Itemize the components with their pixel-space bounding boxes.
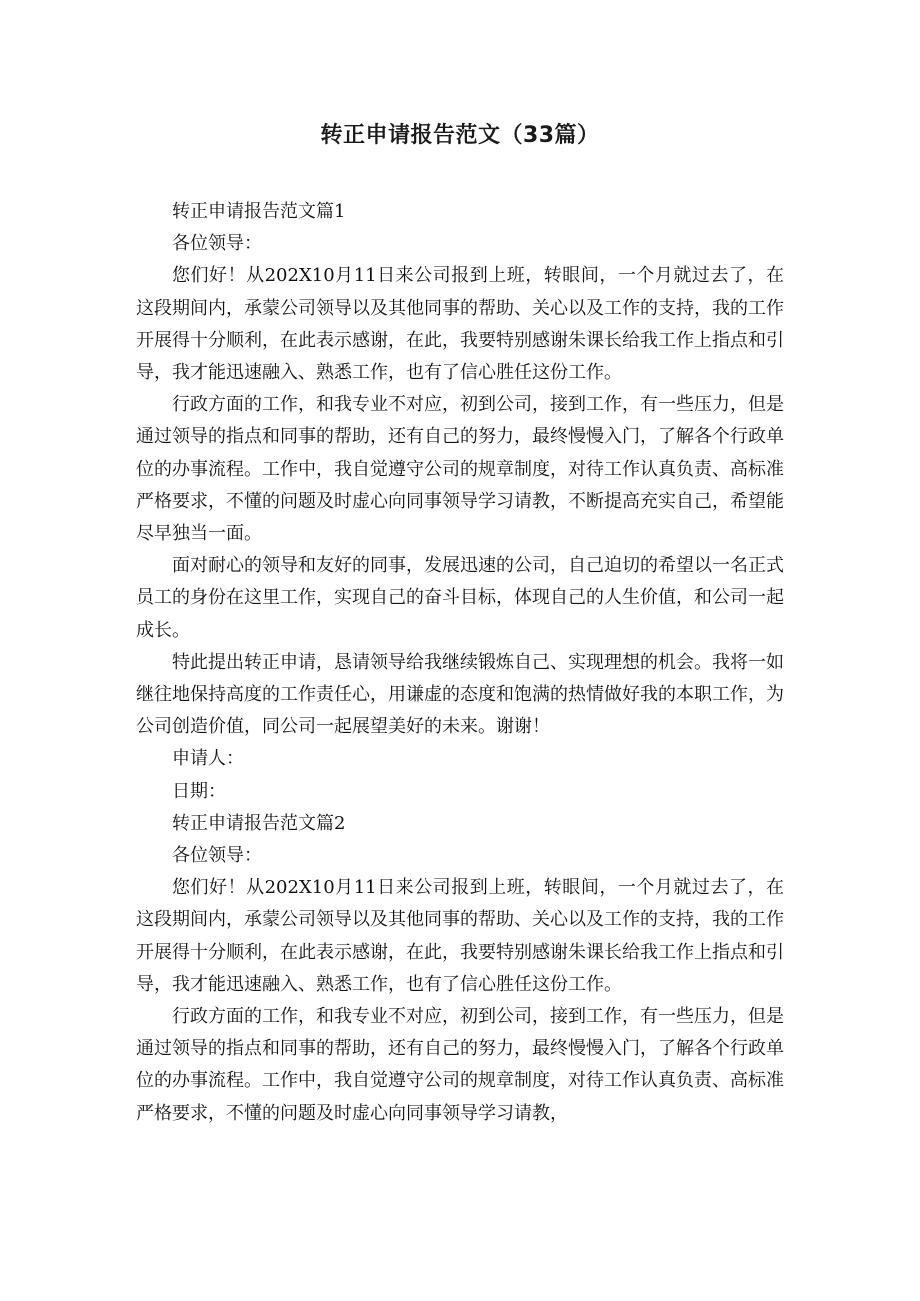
document-label-line: 各位领导： bbox=[172, 233, 262, 255]
document-paragraph: 您们好！从202X10月11日来公司报到上班，转眼间，一个月就过去了，在这段期间内，承蒙公司领导以及其他同事的帮助、关心以及工作的支持，我的工作开展得十分顺利，在此表示感谢，在此，我要特别感谢朱课长给我工作上指点和引导，我才能迅速融入、熟悉工作，也有了信心胜任这份工作。 bbox=[136, 877, 784, 995]
document-paragraph: 行政方面的工作，和我专业不对应，初到公司，接到工作，有一些压力，但是通过领导的指点和同事的帮助，还有自己的努力，最终慢慢入门，了解各个行政单位的办事流程。工作中，我自觉遵守公司的规章制度，对待工作认真负责、高标准严格要求，不懂的问题及时虚心向同事领导学习请教，不断提高充实自己，希望能尽早独当一面。 bbox=[136, 394, 784, 545]
document-body bbox=[136, 196, 784, 1130]
document-label-line: 转正申请报告范文篇1 bbox=[172, 201, 346, 222]
document-paragraph: 行政方面的工作，和我专业不对应，初到公司，接到工作，有一些压力，但是通过领导的指点和同事的帮助，还有自己的努力，最终慢慢入门，了解各个行政单位的办事流程。工作中，我自觉遵守公司的规章制度，对待工作认真负责、高标准严格要求，不懂的问题及时虚心向同事领导学习请教， bbox=[136, 1006, 784, 1124]
document-label-line: 申请人： bbox=[172, 748, 244, 770]
document-paragraph: 面对耐心的领导和友好的同事，发展迅速的公司，自己迫切的希望以一名正式员工的身份在这里工作，实现自己的奋斗目标，体现自己的人生价值，和公司一起成长。 bbox=[136, 555, 784, 641]
document-title: 转正申请报告范文（33篇） bbox=[320, 123, 600, 148]
document-label-line: 日期： bbox=[172, 780, 226, 802]
document-paragraph: 特此提出转正申请，恳请领导给我继续锻炼自己、实现理想的机会。我将一如继往地保持高度的工作责任心，用谦虚的态度和饱满的热情做好我的本职工作，为公司创造价值，同公司一起展望美好的未来。谢谢！ bbox=[136, 651, 784, 738]
document-label-line: 转正申请报告范文篇2 bbox=[172, 812, 346, 834]
document-paragraph: 您们好！从202X10月11日来公司报到上班，转眼间，一个月就过去了，在这段期间内，承蒙公司领导以及其他同事的帮助、关心以及工作的支持，我的工作开展得十分顺利，在此表示感谢，在此，我要特别感谢朱课长给我工作上指点和引导，我才能迅速融入、熟悉工作，也有了信心胜任这份工作。 bbox=[136, 265, 784, 384]
document-label-line: 各位领导： bbox=[172, 845, 262, 867]
